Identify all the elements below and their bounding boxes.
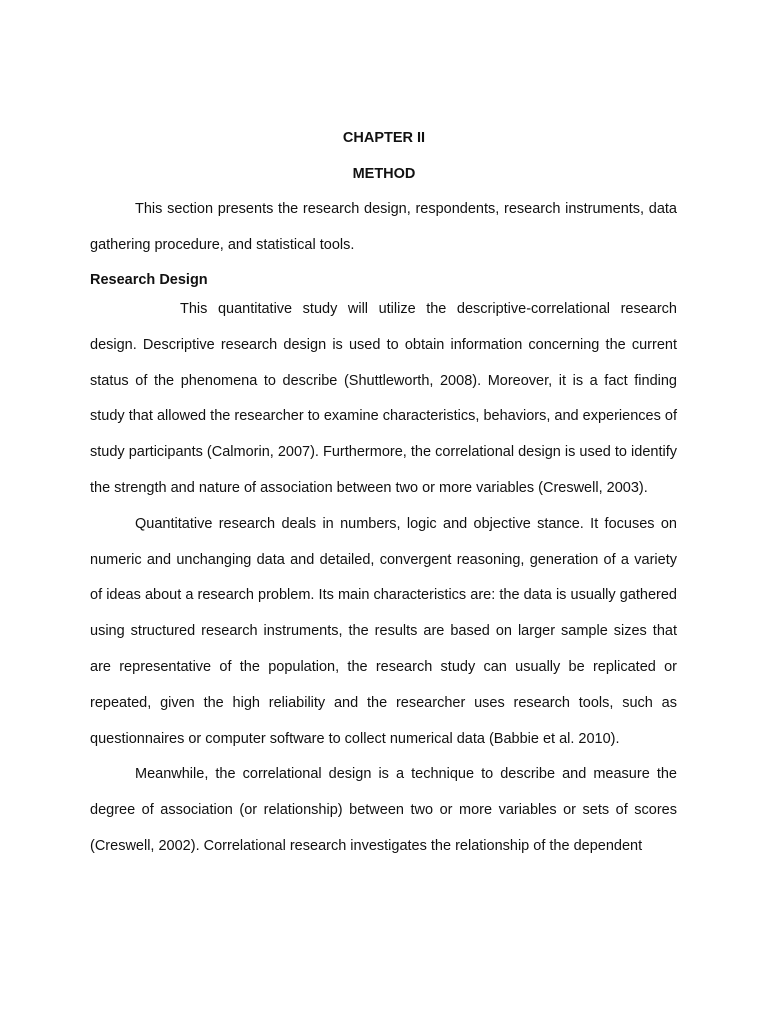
method-heading: METHOD	[352, 166, 416, 182]
chapter-heading: CHAPTER II	[342, 130, 426, 146]
intro-paragraph: This section presents the research design, respondents, research instruments, data gathering procedure, and statistical tools.	[90, 201, 677, 253]
paragraph-correlational-design: Meanwhile, the correlational design is a technique to describe and measure the degree of association (or relationship) between two or more variables or sets of scores (Creswell, 2002). Correlational research investigates the relationship of the dependent	[90, 766, 677, 854]
research-design-heading: Research Design	[90, 272, 208, 288]
paragraph-quantitative-research: Quantitative research deals in numbers, logic and objective stance. It focuses on numeric and unchanging data and detailed, convergent reasoning, generation of a variety of ideas about a research problem. Its main characteristics are: the data is usually gathered using structured research instruments, the results are based on larger sample sizes that are representative of the population, the research study can usually be replicated or repeated, given the high reliability and the researcher uses research tools, such as questionnaires or computer software to collect numerical data (Babbie et al. 2010).	[90, 515, 677, 747]
paragraph-descriptive-correlational: This quantitative study will utilize the descriptive-correlational research design. Descriptive research design is used to obtain information concerning the current status of the phenomena to describe (Shuttleworth, 2008). Moreover, it is a fact finding study that allowed the researcher to examine characteristics, behaviors, and experiences of study participants (Calmorin, 2007). Furthermore, the correlational design is used to identify the strength and nature of association between two or more variables (Creswell, 2003).	[90, 301, 677, 496]
research-design-body	[90, 292, 677, 865]
intro-block	[90, 192, 677, 264]
